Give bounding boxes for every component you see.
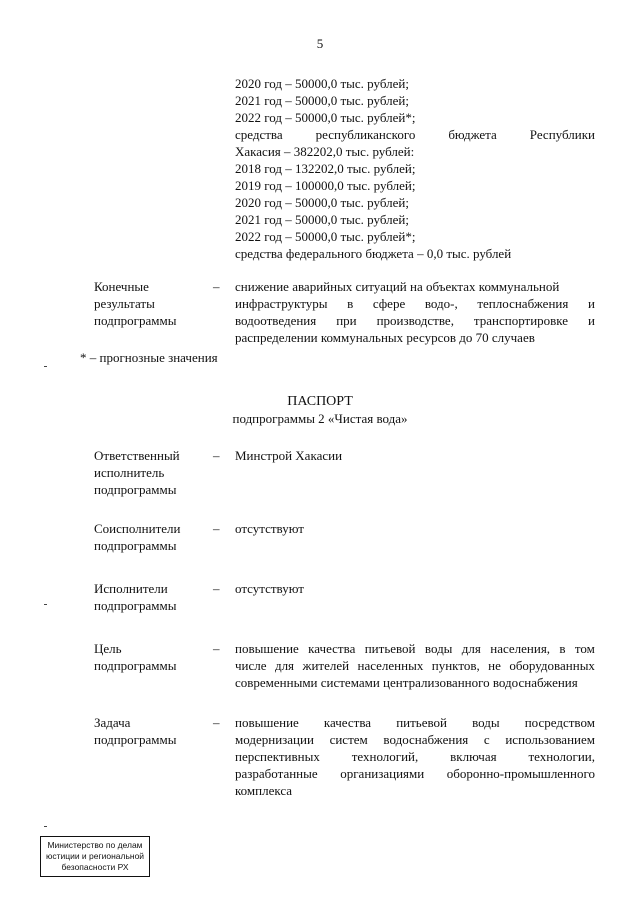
separator-dash: – [213,715,220,730]
footnote: * – прогнозные значения [80,350,218,365]
row-value: комплекса [235,783,293,798]
results-line: распределении коммунальных ресурсов до 70 случаев [235,330,535,345]
row-label: Ответственный [94,448,180,463]
row-label: подпрограммы [94,658,177,673]
funding-line: 2020 год – 50000,0 тыс. рублей; [235,76,409,91]
scan-mark [44,826,47,827]
results-line-justified: водоотведения при производстве, транспортировке и [235,313,595,328]
page-number: 5 [316,36,324,51]
results-label: Конечные [94,279,149,294]
funding-line: 2022 год – 50000,0 тыс. рублей*; [235,229,416,244]
stamp-line: юстиции и региональной [45,851,145,861]
row-value-justified: модернизации систем водоснабжения с использованием [235,732,595,747]
stamp-line: безопасности РХ [61,862,129,872]
row-label: подпрограммы [94,538,177,553]
word: республиканского [315,127,416,142]
scan-mark [44,604,47,605]
funding-line: 2018 год – 132202,0 тыс. рублей; [235,161,416,176]
row-value: современными системами централизованного водоснабжения [235,675,578,690]
results-line: снижение аварийных ситуаций на объектах коммунальной [235,279,560,294]
word: средства [235,127,283,142]
row-value-justified: разработанные организациями оборонно-промышленного [235,766,595,781]
row-label: Исполнители [94,581,168,596]
results-label: подпрограммы [94,313,177,328]
word: бюджета [448,127,497,142]
scan-mark [44,366,47,367]
separator-dash: – [213,521,220,536]
row-label: Цель [94,641,122,656]
row-value-justified: перспективных технологий, включая технологии, [235,749,595,764]
funding-line: 2021 год – 50000,0 тыс. рублей; [235,93,409,108]
funding-line: 2020 год – 50000,0 тыс. рублей; [235,195,409,210]
separator-dash: – [213,641,220,656]
row-label: исполнитель [94,465,165,480]
funding-line: Хакасия – 382202,0 тыс. рублей: [235,144,415,159]
row-value: отсутствуют [235,581,304,596]
funding-line: средства федерального бюджета – 0,0 тыс. рублей [235,246,512,261]
row-value-justified: повышение качества питьевой воды для населения, в том [235,641,595,656]
results-line-justified: инфраструктуры в сфере водо-, теплоснабжения и [235,296,595,311]
results-label: результаты [94,296,155,311]
separator-dash: – [213,581,220,596]
row-label: Соисполнители [94,521,181,536]
funding-line-justified [235,127,595,143]
stamp-line: Министерство по делам [47,840,143,850]
row-value-justified: повышение качества питьевой воды посредством [235,715,595,730]
separator-dash: – [213,448,220,463]
row-label: подпрограммы [94,598,177,613]
funding-line: 2021 год – 50000,0 тыс. рублей; [235,212,409,227]
row-value: отсутствуют [235,521,304,536]
passport-title: ПАСПОРТ [287,394,353,409]
row-label: Задача [94,715,131,730]
row-value-justified: числе для жителей населенных пунктов, не оборудованных [235,658,595,673]
funding-line: 2022 год – 50000,0 тыс. рублей*; [235,110,416,125]
row-label: подпрограммы [94,732,177,747]
word: Республики [529,127,595,142]
row-value: Минстрой Хакасии [235,448,343,463]
funding-line: 2019 год – 100000,0 тыс. рублей; [235,178,416,193]
row-label: подпрограммы [94,482,177,497]
passport-subtitle: подпрограммы 2 «Чистая вода» [232,411,408,426]
separator-dash: – [213,279,220,294]
registration-stamp [40,836,150,877]
